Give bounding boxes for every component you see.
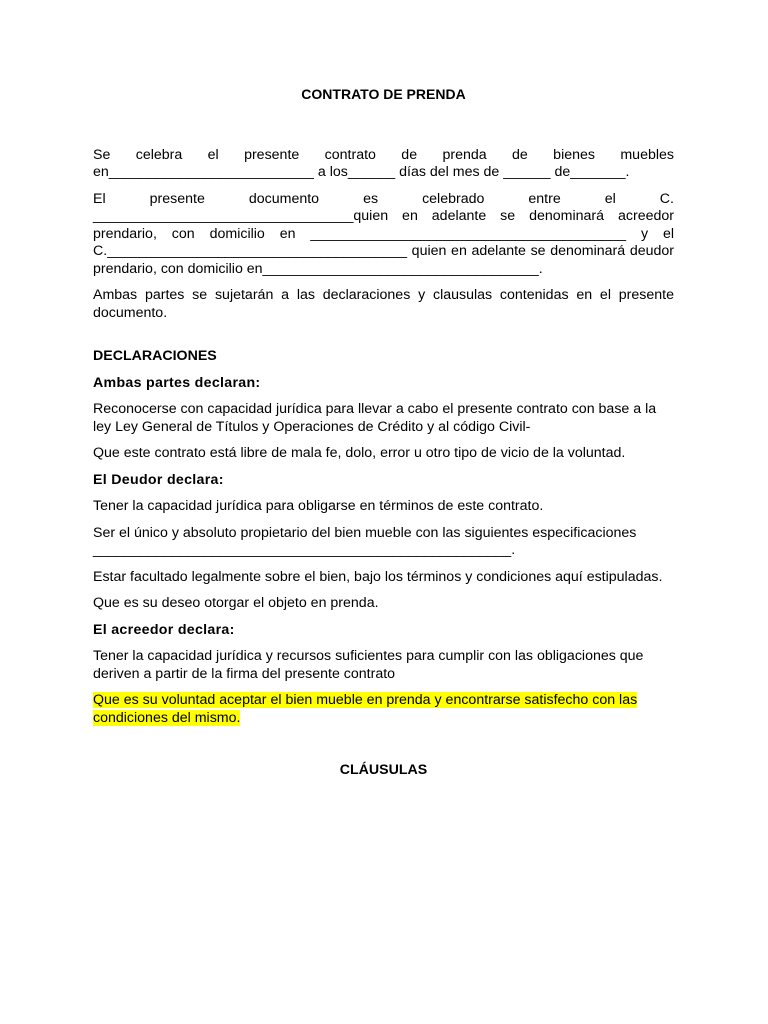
ambas-partes-label: Ambas partes declaran: xyxy=(93,374,261,391)
document-title: CONTRATO DE PRENDA xyxy=(301,86,466,102)
deudor-item-3: Estar facultado legalmente sobre el bien, bajo los términos y condiciones aquí estipuladas. xyxy=(93,568,663,585)
intro-paragraph-1: Se celebra el presente contrato de prenda de bienes muebles en__________________________ a los______ días del mes de ______ de_______. xyxy=(93,146,674,180)
deudor-item-4: Que es su deseo otorgar el objeto en prenda. xyxy=(93,595,379,611)
ambas-partes-item-1: Reconocerse con capacidad jurídica para llevar a cabo el presente contrato con base a la ley Ley General de Títulos y Operaciones de Crédito y al código Civil- xyxy=(93,401,657,435)
ambas-partes-item-2: Que este contrato está libre de mala fe, dolo, error u otro tipo de vicio de la voluntad. xyxy=(93,445,626,461)
document-body xyxy=(93,86,674,780)
deudor-item-2: Ser el único y absoluto propietario del bien mueble con las siguientes especificaciones _____________________________________________________. xyxy=(93,524,637,558)
acreedor-item-1: Tener la capacidad jurídica y recursos suficientes para cumplir con las obligaciones que deriven a partir de la firma del presente contrato xyxy=(93,648,644,682)
acreedor-item-2-highlighted xyxy=(93,692,674,727)
deudor-label: El Deudor declara: xyxy=(93,471,224,488)
intro-paragraph-3: Ambas partes se sujetarán a las declaraciones y clausulas contenidas en el presente documento. xyxy=(93,287,674,321)
clausulas-heading: CLÁUSULAS xyxy=(339,762,428,778)
acreedor-label: El acreedor declara: xyxy=(93,621,235,638)
deudor-item-1: Tener la capacidad jurídica para obligarse en términos de este contrato. xyxy=(93,498,544,514)
declaraciones-heading: DECLARACIONES xyxy=(93,348,217,364)
highlighted-text: Que es su voluntad aceptar el bien mueble en prenda y encontrarse satisfecho con las condiciones del mismo. xyxy=(93,692,638,726)
intro-paragraph-2: El presente documento es celebrado entre el C. _________________________________quien en adelante se denominará acreedor prendario, con domicilio en ________________________________________ y el C.______________________________________ quien en adelante se denominará deudor prendario, con domicilio en___________________________________. xyxy=(93,190,674,277)
